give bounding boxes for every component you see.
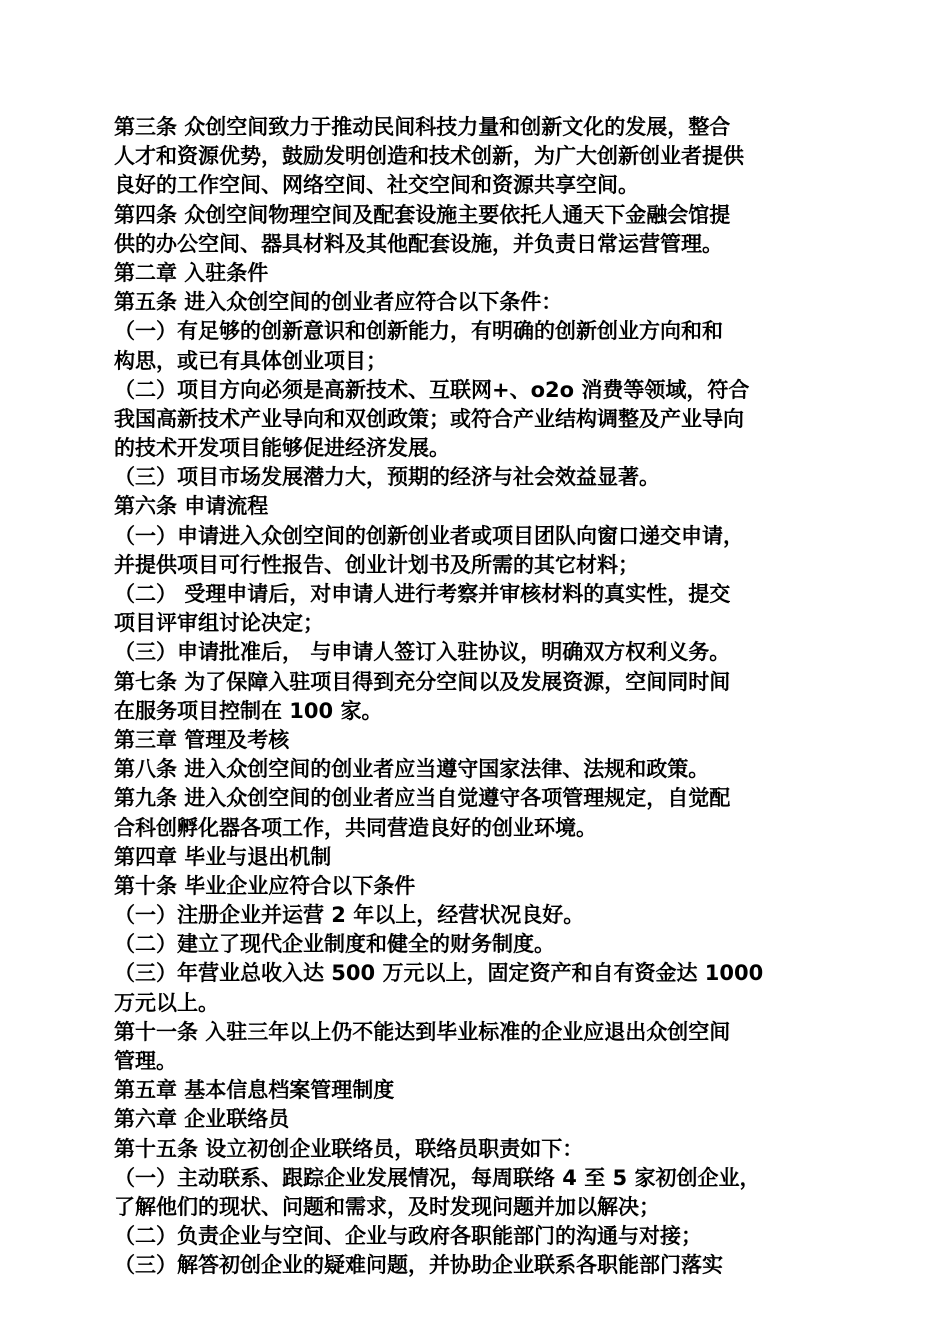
text-line: 第十条 毕业企业应符合以下条件 xyxy=(114,873,416,898)
chapter-heading: 第二章 入驻条件 xyxy=(114,260,269,285)
text-line: （一）主动联系、跟踪企业发展情况，每周联络 4 至 5 家初创企业， xyxy=(114,1165,761,1190)
text-line: 了解他们的现状、问题和需求，及时发现问题并加以解决； xyxy=(114,1194,660,1219)
text-line: （一）注册企业并运营 2 年以上，经营状况良好。 xyxy=(114,903,585,928)
chapter-heading: 第五章 基本信息档案管理制度 xyxy=(114,1078,395,1103)
text-line: 第七条 为了保障入驻项目得到充分空间以及发展资源，空间同时间 xyxy=(114,669,731,694)
text-line: 第三条 众创空间致力于推动民间科技力量和创新文化的发展，整合 xyxy=(114,115,731,139)
text-line: 第五条 进入众创空间的创业者应符合以下条件： xyxy=(114,290,563,315)
chapter-heading: 第六章 企业联络员 xyxy=(114,1107,290,1132)
chapter-heading: 第四章 毕业与退出机制 xyxy=(114,844,332,869)
text-line: （三）年营业总收入达 500 万元以上，固定资产和自有资金达 1000 xyxy=(114,961,764,986)
text-line: 我国高新技术产业导向和双创政策；或符合产业结构调整及产业导向 xyxy=(114,406,744,431)
text-line: （二）负责企业与空间、企业与政府各职能部门的沟通与对接； xyxy=(114,1224,702,1249)
text-line: 第九条 进入众创空间的创业者应当自觉遵守各项管理规定，自觉配 xyxy=(114,786,731,811)
text-line: （三）申请批准后， 与申请人签订入驻协议，明确双方权利义务。 xyxy=(114,640,731,665)
text-line: 人才和资源优势，鼓励发明创造和技术创新，为广大创新创业者提供 xyxy=(114,144,744,169)
text-line: 第十一条 入驻三年以上仍不能达到毕业标准的企业应退出众创空间 xyxy=(114,1019,731,1044)
text-line: 第八条 进入众创空间的创业者应当遵守国家法律、法规和政策。 xyxy=(114,757,710,782)
text-line: （二）建立了现代企业制度和健全的财务制度。 xyxy=(114,932,555,957)
text-line: （二）项目方向必须是高新技术、互联网+、o2o 消费等领域，符合 xyxy=(114,377,750,402)
text-line: 第四条 众创空间物理空间及配套设施主要依托人通天下金融会馆提 xyxy=(114,202,731,227)
chapter-heading: 第三章 管理及考核 xyxy=(114,727,290,752)
text-line: 第十五条 设立初创企业联络员，联络员职责如下： xyxy=(114,1136,584,1161)
text-line: 良好的工作空间、网络空间、社交空间和资源共享空间。 xyxy=(114,173,639,198)
text-line: 并提供项目可行性报告、创业计划书及所需的其它材料； xyxy=(114,552,639,577)
text-line: （一）有足够的创新意识和创新能力，有明确的创新创业方向和和 xyxy=(114,319,723,344)
text-line: 第六条 申请流程 xyxy=(114,494,269,519)
text-line: 项目评审组讨论决定； xyxy=(114,611,324,636)
document-body xyxy=(114,113,836,1281)
text-line: （二） 受理申请后，对申请人进行考察并审核材料的真实性，提交 xyxy=(114,582,731,606)
text-line: 供的办公空间、器具材料及其他配套设施，并负责日常运营管理。 xyxy=(114,231,723,256)
text-line: 万元以上。 xyxy=(114,990,219,1015)
text-line: （三）项目市场发展潜力大，预期的经济与社会效益显著。 xyxy=(114,465,660,490)
text-line: 在服务项目控制在 100 家。 xyxy=(114,698,383,723)
text-line: 合科创孵化器各项工作，共同营造良好的创业环境。 xyxy=(114,815,597,840)
text-line: （一）申请进入众创空间的创新创业者或项目团队向窗口递交申请， xyxy=(114,523,744,548)
text-line: 的技术开发项目能够促进经济发展。 xyxy=(114,436,450,461)
text-line: （三）解答初创企业的疑难问题，并协助企业联系各职能部门落实 xyxy=(114,1253,723,1278)
text-line: 构思，或已有具体创业项目； xyxy=(114,348,387,373)
text-line: 管理。 xyxy=(114,1049,177,1073)
